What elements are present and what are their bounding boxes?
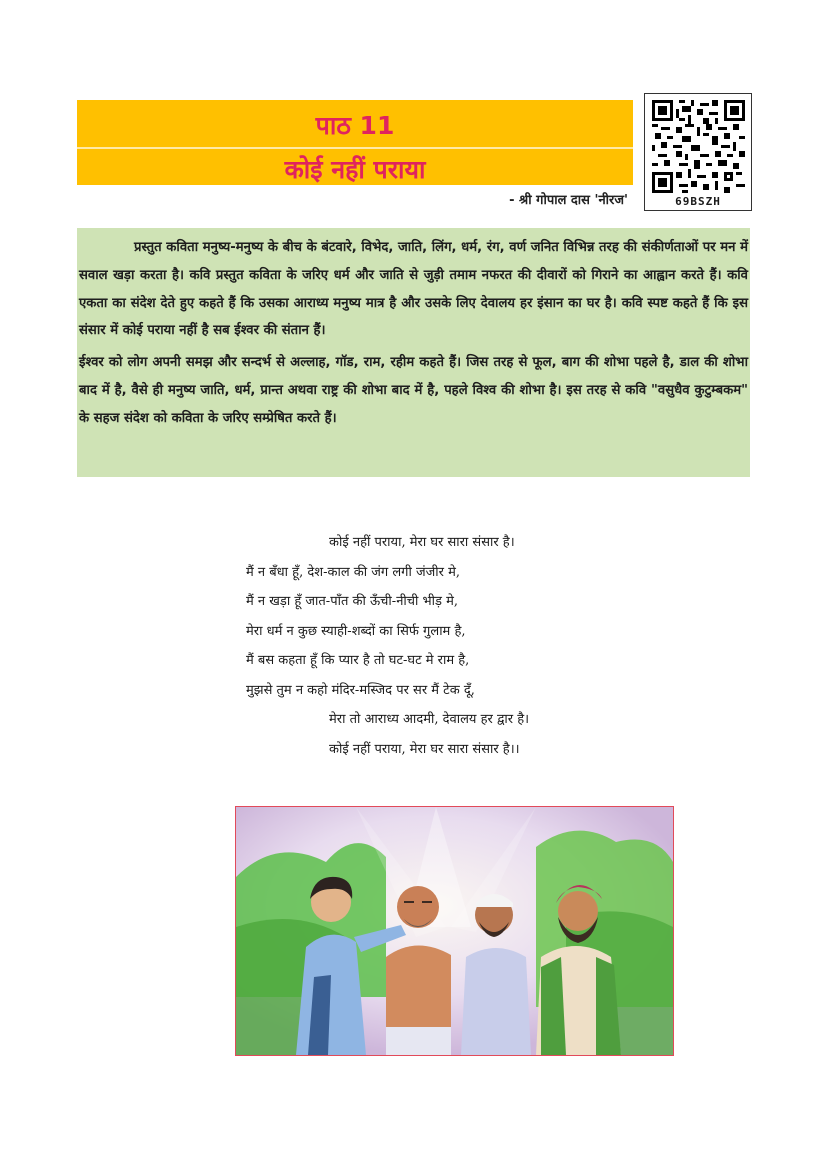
poem-line: कोई नहीं पराया, मेरा घर सारा संसार है।। — [329, 741, 520, 757]
qr-code-icon — [652, 100, 745, 193]
illustration-image — [236, 807, 673, 1055]
header-divider — [77, 147, 633, 149]
poem-line: मेरा तो आराध्य आदमी, देवालय हर द्वार है। — [329, 712, 530, 727]
poem-line: मुझसे तुम न कहो मंदिर-मस्जिद पर सर मैं टेक दूँ, — [246, 682, 475, 698]
author-credit: - श्री गोपाल दास 'नीरज' — [509, 193, 628, 208]
lesson-number: पाठ 11 — [315, 111, 395, 140]
poem-line: कोई नहीं पराया, मेरा घर सारा संसार है। — [329, 535, 515, 550]
poem-line: मैं न खड़ा हूँ जात-पाँत की ऊँची-नीची भीड़ मे, — [246, 594, 459, 609]
poem-line: मैं बस कहता हूँ कि प्यार है तो घट-घट मे राम है, — [246, 653, 470, 668]
illustration-four-men — [235, 806, 674, 1056]
poem-line: मेरा धर्म न कुछ स्याही-शब्दों का सिर्फ गुलाम है, — [246, 623, 466, 639]
poem — [246, 528, 666, 764]
lesson-header — [77, 100, 633, 185]
intro-paragraph-2: ईश्वर को लोग अपनी समझ और सन्दर्भ से अल्लाह, गॉड, राम, रहीम कहते हैं। जिस तरह से फूल, बाग की शोभा पहले है, डाल की शोभा बाद में है, वैसे ही मनुष्य जाति, धर्म, प्रान्त अथवा राष्ट्र की शोभा बाद में है, पहले विश्व की शोभा है। इस तरह से कवि "वसुधैव कुटुम्बकम" के सहज संदेश को कविता के जरिए सम्प्रेषित करते हैं। — [79, 355, 748, 426]
lesson-title: कोई नहीं पराया — [284, 155, 426, 184]
qr-code-label: 69BSZH — [675, 195, 721, 208]
qr-code-box[interactable] — [644, 93, 752, 211]
intro-paragraph-1: प्रस्तुत कविता मनुष्य-मनुष्य के बीच के बंटवारे, विभेद, जाति, लिंग, धर्म, रंग, वर्ण जनित विभिन्न तरह की संकीर्णताओं पर मन में सवाल खड़ा करता है। कवि प्रस्तुत कविता के जरिए धर्म और जाति से जुड़ी तमाम नफरत की दीवारों को गिराने का आह्वान करते हैं। कवि एकता का संदेश देते हुए कहते हैं कि उसका आराध्य मनुष्य मात्र है और उसके लिए देवालय हर इंसान का घर है। कवि स्पष्ट कहते हैं कि इस संसार में कोई पराया नहीं है सब ईश्वर की संतान हैं। — [79, 240, 748, 339]
intro-box — [77, 228, 750, 477]
poem-line: मैं न बँधा हूँ, देश-काल की जंग लगी जंजीर मे, — [246, 564, 460, 580]
